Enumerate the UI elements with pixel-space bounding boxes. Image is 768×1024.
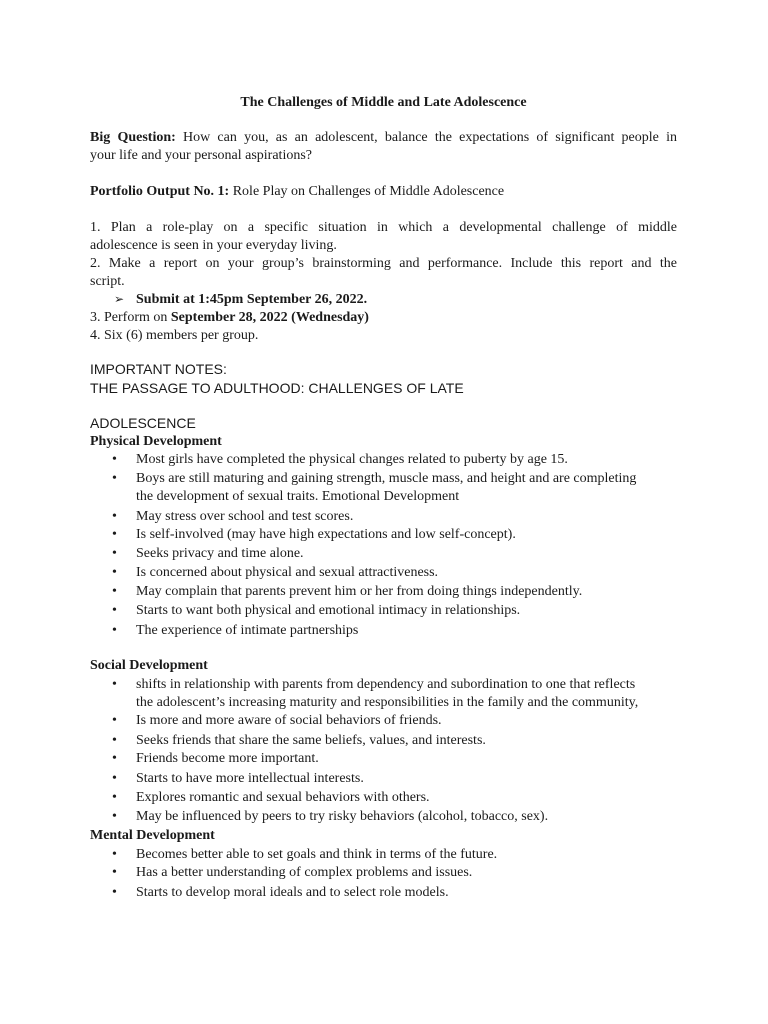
list-item-text: Boys are still maturing and gaining strength, muscle mass, and height and are completing	[136, 471, 637, 486]
list-item-text: Seeks privacy and time alone.	[136, 546, 304, 561]
list-item-text: Friends become more important.	[136, 751, 319, 766]
list-item-text: Becomes better able to set goals and think in terms of the future.	[136, 847, 498, 862]
step-2-line1: 2. Make a report on your group’s brainstorming and performance. Include this report and the	[90, 256, 677, 271]
bullet-icon: •	[112, 509, 117, 524]
big-question-label: Big Question:	[90, 130, 176, 145]
important-notes-heading: IMPORTANT NOTES:	[90, 361, 227, 377]
bullet-icon: •	[112, 885, 117, 900]
document-title: The Challenges of Middle and Late Adolescence	[240, 95, 527, 110]
step-3: 3. Perform on September 28, 2022 (Wednesday)	[90, 310, 369, 325]
bullet-icon: •	[112, 623, 117, 638]
list-item-text: Starts to have more intellectual interests.	[136, 771, 364, 786]
step-2-line2: script.	[90, 274, 125, 289]
big-question-line1: Big Question: How can you, as an adolescent, balance the expectations of significant people in	[90, 130, 677, 145]
step-4: 4. Six (6) members per group.	[90, 328, 259, 343]
bullet-icon: •	[112, 809, 117, 824]
list-item-text: Seeks friends that share the same beliefs, values, and interests.	[136, 733, 486, 748]
list-item-text: Is self-involved (may have high expectations and low self-concept).	[136, 527, 516, 542]
list-item-text: Most girls have completed the physical changes related to puberty by age 15.	[136, 452, 568, 467]
list-item-text: Has a better understanding of complex problems and issues.	[136, 865, 473, 880]
list-item-text: the development of sexual traits. Emotional Development	[136, 489, 460, 504]
portfolio-label: Portfolio Output No. 1:	[90, 184, 230, 199]
bullet-icon: •	[112, 677, 117, 692]
bullet-icon: •	[112, 847, 117, 862]
adolescence-heading: ADOLESCENCE	[90, 415, 196, 431]
portfolio-output: Portfolio Output No. 1: Role Play on Challenges of Middle Adolescence	[90, 184, 505, 199]
bullet-icon: •	[112, 713, 117, 728]
bullet-icon: •	[112, 790, 117, 805]
step-1-line2: adolescence is seen in your everyday living.	[90, 238, 337, 253]
list-item-text: Starts to develop moral ideals and to select role models.	[136, 885, 449, 900]
bullet-icon: •	[112, 527, 117, 542]
list-item-text: Starts to want both physical and emotional intimacy in relationships.	[136, 603, 521, 618]
bullet-icon: •	[112, 546, 117, 561]
physical-development-heading: Physical Development	[90, 434, 222, 449]
list-item-text: Explores romantic and sexual behaviors with others.	[136, 790, 430, 805]
bullet-icon: •	[112, 471, 117, 486]
list-item-text: May stress over school and test scores.	[136, 509, 354, 524]
list-item-text: Is more and more aware of social behaviors of friends.	[136, 713, 442, 728]
bullet-icon: •	[112, 733, 117, 748]
list-item-text: Is concerned about physical and sexual attractiveness.	[136, 565, 439, 580]
step-1-line1: 1. Plan a role-play on a specific situation in which a developmental challenge of middle	[90, 220, 677, 235]
bullet-icon: •	[112, 584, 117, 599]
document-page: The Challenges of Middle and Late Adolescence Big Question: How can you, as an adolescent, balance the expectations of significant people in your life and your personal aspirations? Portfolio Output No. 1: Role Play on Challenges of Middle Adolescence 1. Plan a role-play on a specific situation in which a developmental challenge of middle adolescence is seen in your everyday living. 2. Make a report on your group’s brainstorming and performance. Include this report and the script. ➢ Submit at 1:45pm September 26, 2022. 3. Perform on September 28, 2022 (Wednesday) 4. Six (6) members per group. IMPORTANT NOTES: THE PASSAGE TO ADULTHOOD: CHALLENGES OF LATE ADOLESCENCE Physical Development • Most girls have completed the physical changes related to puberty by age 15. • Boys are still maturing and gaining strength, muscle mass, and height and are completing the development of sexual traits. Emotional Development • May stress over school and test scores. • Is self-involved (may have high expectations and low self-concept). • Seeks privacy and time alone. • Is concerned about physical and sexual attractiveness. • May complain that parents prevent him or her from doing things independently. • Starts to want both physical and emotional intimacy in relationships. • The experience of intimate partnerships Social Development • shifts in relationship with parents from dependency and subordination to one that reflects the adolescent’s increasing maturity and responsibilities in the family and the community, • Is more and more aware of social behaviors of friends. • Seeks friends that share the same beliefs, values, and interests. • Friends become more important. • Starts to have more intellectual interests. • Explores romantic and sexual behaviors with others. • May be influenced by peers to try risky behaviors (alcohol, tobacco, sex). Mental Development • Becomes better able to set goals and think in terms of the future. • Has a better understanding of complex problems and issues. • Starts to develop moral ideals and to select role models.	[90, 95, 677, 900]
bullet-icon: •	[112, 771, 117, 786]
mental-development-heading: Mental Development	[90, 828, 215, 843]
arrow-bullet-icon: ➢	[114, 292, 125, 306]
list-item-text: May be influenced by peers to try risky behaviors (alcohol, tobacco, sex).	[136, 809, 549, 824]
list-item-text: The experience of intimate partnerships	[136, 623, 359, 638]
bullet-icon: •	[112, 565, 117, 580]
social-development-heading: Social Development	[90, 658, 208, 673]
list-item-text: May complain that parents prevent him or her from doing things independently.	[136, 584, 583, 599]
bullet-icon: •	[112, 751, 117, 766]
big-question-line2: your life and your personal aspirations?	[90, 148, 312, 163]
list-item-text: the adolescent’s increasing maturity and responsibilities in the family and the community,	[136, 695, 639, 710]
bullet-icon: •	[112, 452, 117, 467]
passage-heading: THE PASSAGE TO ADULTHOOD: CHALLENGES OF LATE	[90, 380, 464, 396]
bullet-icon: •	[112, 603, 117, 618]
list-item-text: shifts in relationship with parents from dependency and subordination to one that reflects	[136, 677, 636, 692]
bullet-icon: •	[112, 865, 117, 880]
